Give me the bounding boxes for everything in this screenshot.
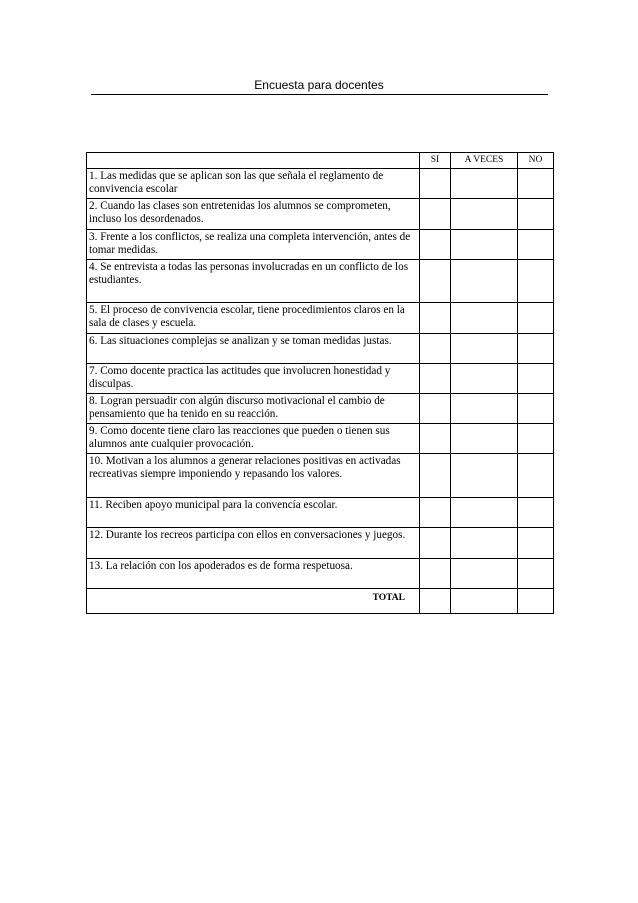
answer-no-cell[interactable] xyxy=(518,394,554,424)
answer-a-veces-cell[interactable] xyxy=(451,498,518,528)
answer-si-cell[interactable] xyxy=(420,498,451,528)
answer-si-cell[interactable] xyxy=(420,364,451,394)
answer-si-cell[interactable] xyxy=(420,454,451,498)
table-row xyxy=(87,498,554,528)
total-row xyxy=(87,589,554,614)
answer-si-cell[interactable] xyxy=(420,394,451,424)
question-text: 9. Como docente tiene claro las reacciones que pueden o tienen sus alumnos ante cualquier provocación. xyxy=(87,424,420,454)
answer-si-cell[interactable] xyxy=(420,334,451,364)
answer-no-cell[interactable] xyxy=(518,169,554,199)
title-underline xyxy=(91,94,548,95)
question-text: 11. Reciben apoyo municipal para la convencía escolar. xyxy=(87,498,420,528)
answer-a-veces-cell[interactable] xyxy=(451,394,518,424)
survey-table xyxy=(86,152,554,614)
table-row xyxy=(87,260,554,303)
answer-si-cell[interactable] xyxy=(420,303,451,334)
table-row xyxy=(87,394,554,424)
question-text: 8. Logran persuadir con algún discurso motivacional el cambio de pensamiento que ha tenido en su reacción. xyxy=(87,394,420,424)
total-label: TOTAL xyxy=(87,589,420,614)
table-row xyxy=(87,454,554,498)
table-row xyxy=(87,199,554,230)
answer-a-veces-cell[interactable] xyxy=(451,230,518,260)
question-text: 5. El proceso de convivencia escolar, tiene procedimientos claros en la sala de clases y escuela. xyxy=(87,303,420,334)
question-text: 13. La relación con los apoderados es de forma respetuosa. xyxy=(87,559,420,589)
question-text: 2. Cuando las clases son entretenidas los alumnos se comprometen, incluso los desordenados. xyxy=(87,199,420,230)
answer-si-cell[interactable] xyxy=(420,424,451,454)
answer-a-veces-cell[interactable] xyxy=(451,303,518,334)
table-row xyxy=(87,334,554,364)
answer-no-cell[interactable] xyxy=(518,424,554,454)
answer-no-cell[interactable] xyxy=(518,230,554,260)
table-row xyxy=(87,559,554,589)
answer-si-cell[interactable] xyxy=(420,528,451,559)
header-si: SI xyxy=(420,153,451,169)
answer-si-cell[interactable] xyxy=(420,169,451,199)
document-title: Encuesta para docentes xyxy=(254,78,384,92)
answer-no-cell[interactable] xyxy=(518,454,554,498)
table-row xyxy=(87,169,554,199)
question-text: 3. Frente a los conflictos, se realiza una completa intervención, antes de tomar medidas. xyxy=(87,230,420,260)
answer-no-cell[interactable] xyxy=(518,260,554,303)
question-text: 1. Las medidas que se aplican son las que señala el reglamento de convivencia escolar xyxy=(87,169,420,199)
answer-no-cell[interactable] xyxy=(518,334,554,364)
answer-si-cell[interactable] xyxy=(420,199,451,230)
answer-si-cell[interactable] xyxy=(420,260,451,303)
table-row xyxy=(87,303,554,334)
answer-si-cell[interactable] xyxy=(420,230,451,260)
answer-a-veces-cell[interactable] xyxy=(451,559,518,589)
answer-a-veces-cell[interactable] xyxy=(451,424,518,454)
header-a-veces: A VECES xyxy=(451,153,518,169)
answer-a-veces-cell[interactable] xyxy=(451,334,518,364)
table-row xyxy=(87,364,554,394)
question-text: 6. Las situaciones complejas se analizan y se toman medidas justas. xyxy=(87,334,420,364)
question-text: 4. Se entrevista a todas las personas involucradas en un conflicto de los estudiantes. xyxy=(87,260,420,303)
answer-no-cell[interactable] xyxy=(518,498,554,528)
header-row xyxy=(87,153,554,169)
question-text: 10. Motivan a los alumnos a generar relaciones positivas en activadas recreativas siempre imponiendo y repasando los valores. xyxy=(87,454,420,498)
answer-a-veces-cell[interactable] xyxy=(451,364,518,394)
table-row xyxy=(87,424,554,454)
total-a-veces-cell[interactable] xyxy=(451,589,518,614)
total-no-cell[interactable] xyxy=(518,589,554,614)
answer-no-cell[interactable] xyxy=(518,528,554,559)
header-question-cell xyxy=(87,153,420,169)
header-no: NO xyxy=(518,153,554,169)
answer-no-cell[interactable] xyxy=(518,364,554,394)
answer-a-veces-cell[interactable] xyxy=(451,528,518,559)
answer-no-cell[interactable] xyxy=(518,199,554,230)
table-row xyxy=(87,230,554,260)
answer-a-veces-cell[interactable] xyxy=(451,260,518,303)
answer-a-veces-cell[interactable] xyxy=(451,199,518,230)
total-si-cell[interactable] xyxy=(420,589,451,614)
answer-a-veces-cell[interactable] xyxy=(451,169,518,199)
answer-no-cell[interactable] xyxy=(518,303,554,334)
answer-si-cell[interactable] xyxy=(420,559,451,589)
table-row xyxy=(87,528,554,559)
question-text: 7. Como docente practica las actitudes que involucren honestidad y disculpas. xyxy=(87,364,420,394)
question-text: 12. Durante los recreos participa con ellos en conversaciones y juegos. xyxy=(87,528,420,559)
answer-a-veces-cell[interactable] xyxy=(451,454,518,498)
answer-no-cell[interactable] xyxy=(518,559,554,589)
